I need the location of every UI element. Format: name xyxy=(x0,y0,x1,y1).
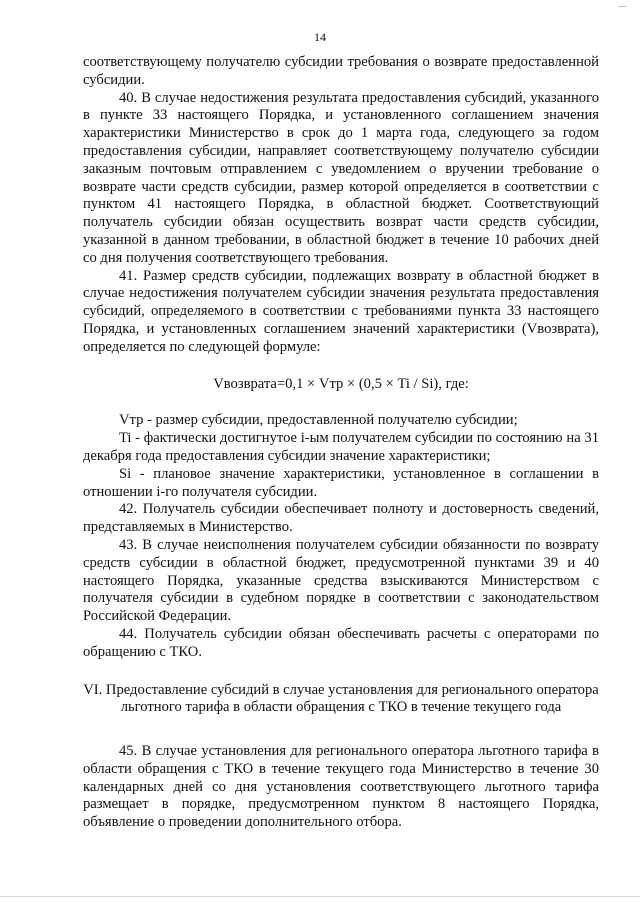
document-body xyxy=(83,54,599,832)
page-bottom-edge xyxy=(0,896,640,897)
paragraph-41: 41. Размер средств субсидии, подлежащих возврату в областной бюджет в случае недостижения получателем субсидии значения результата предоставления субсидий, определяемого в соответствии с требованиями пункта 33 настоящего Порядка, и установленных соглашением значений характеристики (Vвозврата), определяется по следующей формуле: xyxy=(83,267,599,355)
definition-si: Si - плановое значение характеристики, установленное в соглашении в отношении i-го получателя субсидии. xyxy=(83,465,599,500)
paragraph-45: 45. В случае установления для регионального оператора льготного тарифа в области обращения с ТКО в течение текущего года Министерство в течение 30 календарных дней со дня установления соответствующего льготного тарифа размещает в порядке, предусмотренном пунктом 8 настоящего Порядка, объявление о проведении дополнительного отбора. xyxy=(83,743,599,831)
paragraph-44: 44. Получатель субсидии обязан обеспечивать расчеты с операторами по обращению с ТКО. xyxy=(83,625,599,660)
definition-vtr: Vтр - размер субсидии, предоставленной получателю субсидии; xyxy=(119,412,518,429)
section-heading: VI. Предоставление субсидий в случае установления для регионального оператора льготного тарифа в области обращения с ТКО в течение текущего года xyxy=(83,681,599,716)
scan-mark xyxy=(618,6,626,7)
page-number: 14 xyxy=(314,30,326,44)
paragraph-43: 43. В случае неисполнения получателем субсидии обязанности по возврату средств субсидии в областной бюджет, предусмотренной пунктами 39 и 40 настоящего Порядка, указанные средства взыскиваются Министерством с получателя субсидии в судебном порядке в соответствии с законодательством Российской Федерации. xyxy=(83,536,599,625)
paragraph-continuation: соответствующему получателю субсидии требования о возврате предоставленной субсидии. xyxy=(83,54,599,88)
definition-ti: Ti - фактически достигнутое i-ым получателем субсидии по состоянию на 31 декабря года предоставления субсидии значение характеристики; xyxy=(83,430,599,464)
paragraph-40: 40. В случае недостижения результата предоставления субсидий, указанного в пункте 33 настоящего Порядка, и установленного соглашением значения характеристики Министерство в срок до 1 марта года, следующего за годом предоставления субсидии, направляет соответствующему получателю субсидии заказным почтовым отправлением с уведомлением о вручении требование о возврате части средств субсидии, размер которой определяется в соответствии с пунктом 41 настоящего Порядка, в областной бюджет. Соответствующий получатель субсидии обязан осуществить возврат части средств субсидии, указанной в данном требовании, в областной бюджет в течение 10 рабочих дней со дня получения соответствующего требования. xyxy=(83,89,599,266)
paragraph-42: 42. Получатель субсидии обеспечивает полноту и достоверность сведений, представляемых в Министерство. xyxy=(83,501,599,536)
formula: Vвозврата=0,1 × Vтр × (0,5 × Ti / Si), где: xyxy=(213,375,469,392)
